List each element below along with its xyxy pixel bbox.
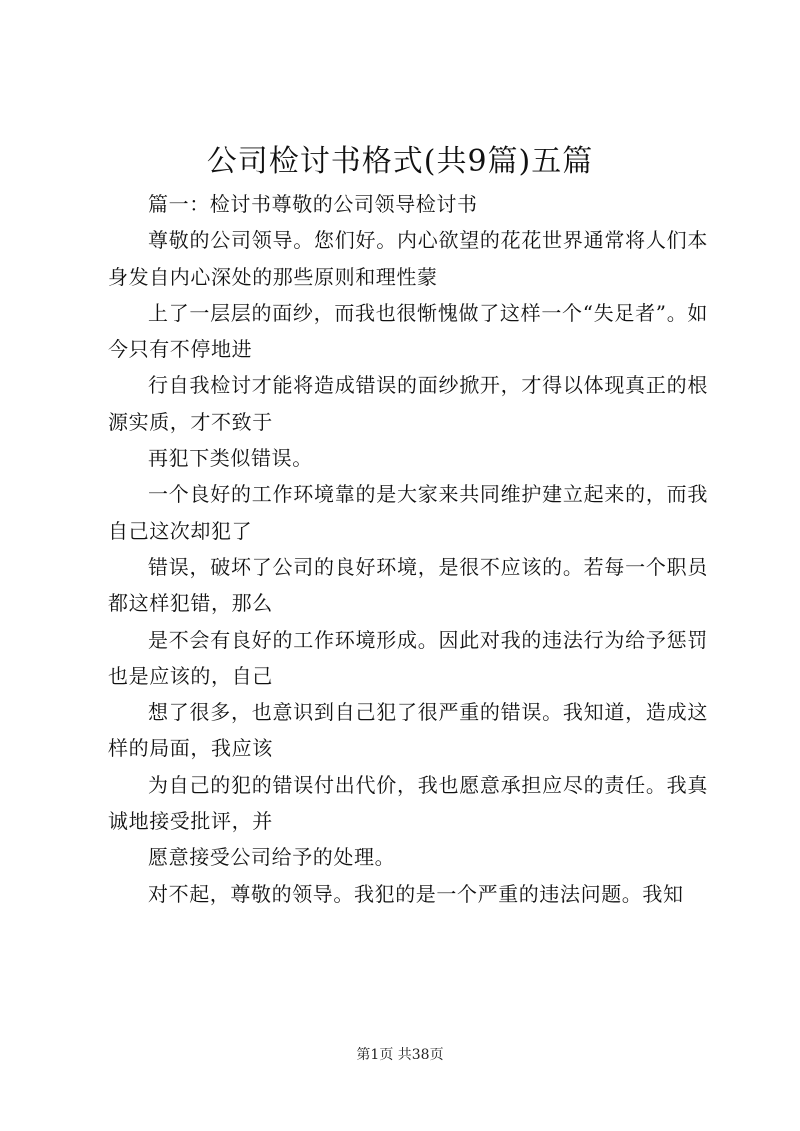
paragraph: 一个良好的工作环境靠的是大家来共同维护建立起来的，而我自己这次却犯了 xyxy=(108,482,708,543)
paragraph: 再犯下类似错误。 xyxy=(148,446,313,471)
page-footer: 第1页 共38页 xyxy=(356,1047,444,1063)
paragraph: 尊敬的公司领导。您们好。内心欲望的花花世界通常将人们本身发自内心深处的那些原则和理性蒙 xyxy=(108,228,708,289)
paragraph: 行自我检讨才能将造成错误的面纱掀开，才得以体现真正的根源实质，才不致于 xyxy=(108,373,708,434)
paragraph: 篇一：检讨书尊敬的公司领导检讨书 xyxy=(148,192,478,216)
paragraph: 错误，破坏了公司的良好环境，是很不应该的。若每一个职员都这样犯错，那么 xyxy=(108,554,708,616)
paragraph: 上了一层层的面纱，而我也很惭愧做了这样一个“失足者”。如今只有不停地进 xyxy=(108,300,708,362)
paragraph: 想了很多，也意识到自己犯了很严重的错误。我知道，造成这样的局面，我应该 xyxy=(108,700,708,761)
paragraph: 对不起，尊敬的领导。我犯的是一个严重的违法问题。我知 xyxy=(148,881,684,906)
paragraph: 是不会有良好的工作环境形成。因此对我的违法行为给予惩罚也是应该的，自己 xyxy=(108,627,708,688)
page-title: 公司检讨书格式(共9篇)五篇 xyxy=(206,144,594,179)
document-body xyxy=(108,186,708,912)
paragraph: 愿意接受公司给予的处理。 xyxy=(148,845,396,870)
paragraph: 为自己的犯的错误付出代价，我也愿意承担应尽的责任。我真诚地接受批评，并 xyxy=(108,772,708,834)
